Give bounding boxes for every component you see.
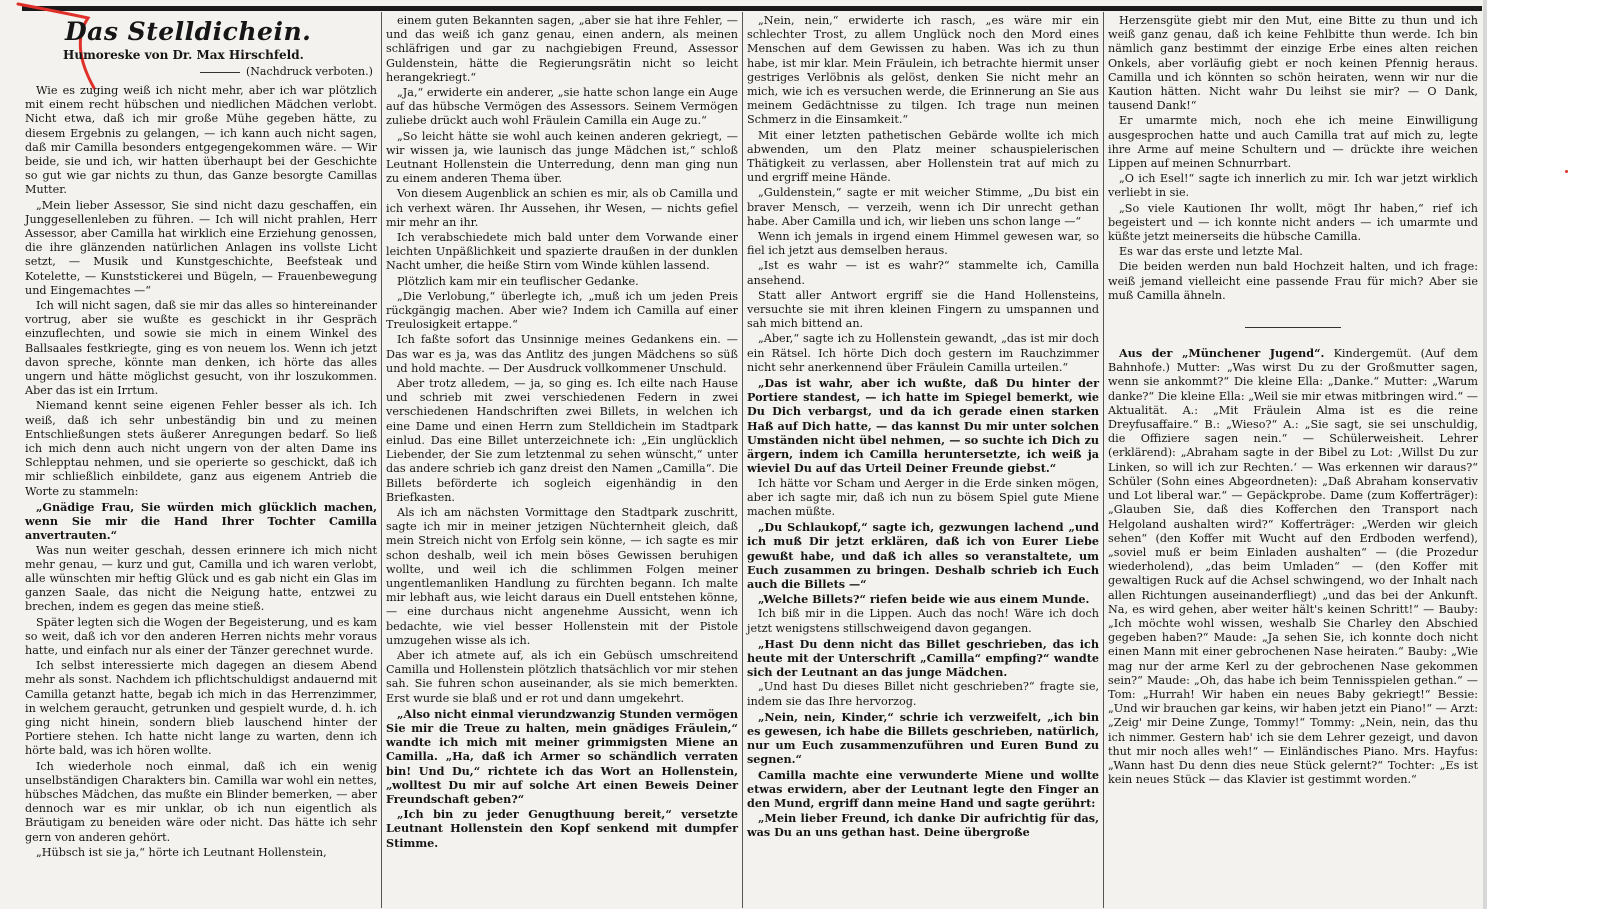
page-edge bbox=[1483, 0, 1487, 919]
paragraph: Ich verabschiedete mich bald unter dem Vorwande einer leichten Unpäßlichkeit und spazierte draußen in der dunklen Nacht umher, die heiße Stirn vom Winde kühlen lassend. bbox=[386, 231, 738, 273]
paragraph: „Guldenstein,“ sagte er mit weicher Stimme, „Du bist ein braver Mensch, — verzeih, wenn ich Dir unrecht gethan habe. Aber Camilla und ich, wir lieben uns schon lange —“ bbox=[747, 186, 1099, 228]
paragraph: „Hübsch ist sie ja,“ hörte ich Leutnant Hollenstein, bbox=[36, 845, 327, 859]
red-mark bbox=[1565, 170, 1568, 173]
paragraph: Ich hätte vor Scham und Aerger in die Erde sinken mögen, aber ich sagte mir, daß ich nun zu bösem Spiel gute Miene machen müßte. bbox=[747, 476, 1099, 518]
paragraph: „Also nicht einmal vierundzwanzig Stunden vermögen Sie mir die Treue zu halten, mein gnädiges Fräulein,“ wandte ich mich mit meiner grimmigsten Miene an Camilla. „Ha, daß ich Armer so schändlich verraten bin! Und Du,“ richtete ich das Wort an Hollenstein, „wolltest Du mir auf solche Art einen Beweis Deiner Freundschaft geben?“ bbox=[386, 706, 738, 806]
column-3 bbox=[744, 14, 1102, 908]
column-2 bbox=[383, 14, 741, 908]
paragraph: „Nein, nein,“ erwiderte ich rasch, „es wäre mir ein schlechter Trost, zu allem Unglück noch den Mord eines Menschen auf dem Gewissen zu haben. Was ich zu thun habe, ist mir klar. Mein Fräulein, ich betrachte hiermit unser gestriges Verlöbnis als gelöst, denken Sie nicht mehr an mich, wie ich es versuchen werde, die Erinnerung an Sie aus meinem Gedächtnisse zu tilgen. Ich trage nun meinen Schmerz in die Einsamkeit.“ bbox=[747, 14, 1099, 127]
paragraph: „So viele Kautionen Ihr wollt, mögt Ihr haben,“ rief ich begeistert und — ich konnte nicht anders — ich umarmte und küßte jetzt meinerseits die hübsche Camilla. bbox=[1108, 201, 1478, 244]
paragraph: „Ich bin zu jeder Genugthuung bereit,“ versetzte Leutnant Hollenstein den Kopf senkend mit dumpfer Stimme. bbox=[386, 807, 738, 850]
paragraph: „Ja,“ erwiderte ein anderer, „sie hatte schon lange ein Auge auf das hübsche Vermögen des Assessors. Seinem Vermögen zuliebe drückt auch wohl Fräulein Camilla ein Auge zu.“ bbox=[386, 86, 738, 128]
paragraph: Ich selbst interessierte mich dagegen an diesem Abend mehr als sonst. Nachdem ich pflichtschuldigst andauernd mit Camilla getanzt hatte, begab ich mich in das Herrenzimmer, in welchem geraucht, getrunken und gespielt wurde, d. h. ich ging nicht hinein, sondern blieb lauschend hinter der Portiere stehen. Ich hatte nicht lange zu warten, denn ich hörte bald, was ich hören wollte. bbox=[25, 659, 377, 758]
paragraph: „So leicht hätte sie wohl auch keinen anderen gekriegt, — wir wissen ja, wie launisch das junge Mädchen ist,“ schloß Leutnant Hollenstein die Unterredung, denn man ging nun zu einem anderen Thema über. bbox=[386, 129, 738, 186]
paragraph: „Nein, nein, Kinder,“ schrie ich verzweifelt, „ich bin es gewesen, ich habe die Billets geschrieben, natürlich, nur um Euch zusammenzuführen und Euren Bund zu segnen.“ bbox=[747, 709, 1099, 767]
paragraph: „Und hast Du dieses Billet nicht geschrieben?“ fragte sie, indem sie das Ihre hervorzog. bbox=[747, 680, 1099, 708]
top-rule bbox=[22, 6, 1482, 11]
paragraph: Wenn ich jemals in irgend einem Himmel gewesen war, so fiel ich jetzt aus demselben heraus. bbox=[747, 230, 1099, 258]
column-divider bbox=[381, 12, 382, 908]
paragraph: Später legten sich die Wogen der Begeisterung, und es kam so weit, daß ich vor den anderen Herren nichts mehr voraus hatte, und einfach nur als einer der Tänzer gerechnet wurde. bbox=[25, 615, 377, 657]
paragraph: Als ich am nächsten Vormittage den Stadtpark zuschritt, sagte ich mir in meiner jetzigen Nüchternheit gleich, daß mein Streich nicht von Erfolg sein könne, — ich sagte es mir schon deshalb, weil ich mein böses Gewissen beruhigen wollte, und weil ich die schlimmen Folgen meiner ungentlemanliken Handlung zu fürchten begann. Ich malte mir lebhaft aus, wie leicht daraus ein Duell entstehen könne, — eine durchaus nicht angenehme Aussicht, wenn ich bedachte, wie viel besser Hollenstein mit der Pistole umzugehen wisse als ich. bbox=[386, 505, 738, 647]
paragraph: „Hast Du denn nicht das Billet geschrieben, das ich heute mit der Unterschrift „Camilla“ empfing?“ wandte sich der Leutnant an das junge Mädchen. bbox=[747, 636, 1099, 680]
column-4 bbox=[1105, 14, 1481, 908]
paragraph: „Das ist wahr, aber ich wußte, daß Du hinter der Portiere standest, — ich hatte im Spiegel bemerkt, wie Du Dich verbargst, und da ich gerade einen starken Haß auf Dich hatte, — das kannst Du mir unter solchen Umständen nicht übel nehmen, — so suchte ich Dich zu ärgern, indem ich Camilla heruntersetzte, ich weiß ja wieviel Du auf das Urteil Deiner Freunde giebst.“ bbox=[747, 376, 1099, 476]
paragraph: Niemand kennt seine eigenen Fehler besser als ich. Ich weiß, daß ich sehr unbeständig bin und zu meinen Entschließungen stets äußerer Anregungen bedarf. So ließ ich mich denn auch nicht ungern von der alten Dame ins Schlepptau nehmen, und sie operierte so geschickt, daß ich mir schließlich einbildete, ganz aus eigenem Antrieb die Worte zu stammeln: bbox=[25, 399, 377, 498]
paragraph: „Gnädige Frau, Sie würden mich glücklich machen, wenn Sie mir die Hand Ihrer Tochter Camilla anvertrauten.“ bbox=[25, 499, 377, 543]
column-divider bbox=[1103, 12, 1104, 908]
paragraph: Es war das erste und letzte Mal. bbox=[1119, 245, 1303, 259]
paragraph: „Aber,“ sagte ich zu Hollenstein gewandt, „das ist mir doch ein Rätsel. Ich hörte Dich doch gestern im Rauchzimmer nicht sehr anerkennend über Fräulein Camilla urteilen.“ bbox=[747, 332, 1099, 374]
paragraph: einem guten Bekannten sagen, „aber sie hat ihre Fehler, — und das weiß ich ganz genau, einen andern, als meinen schläfrigen und gar zu nachgiebigen Freund, Assessor Guldenstein, hätte die Regierungsrätin nicht so leicht herangekriegt.“ bbox=[386, 14, 738, 84]
article-byline: Humoreske von Dr. Max Hirschfeld. bbox=[63, 48, 304, 62]
paragraph: „Du Schlaukopf,“ sagte ich, gezwungen lachend „und ich muß Dir jetzt erklären, daß ich von Eurer Liebe gewußt habe, und daß ich alles so veranstaltete, um Euch zusammen zu bringen. Deshalb schrieb ich Euch auch die Billets —“ bbox=[747, 520, 1099, 591]
paragraph: Aber trotz alledem, — ja, so ging es. Ich eilte nach Hause und schrieb mit zwei verschiedenen Federn in zwei verschiedenen Handschriften zwei Billets, in welchen ich eine Dame und einen Herrn zum Stelldichein im Stadtpark einlud. Das eine Billet unterzeichnete ich: „Ein unglücklich Liebender, der Sie zum letztenmal zu sehen wünscht,“ unter das andere schrieb ich ganz dreist den Namen „Camilla“. Die Billets beförderte ich sogleich eigenhändig in den Briefkasten. bbox=[386, 377, 738, 504]
paragraph: „Welche Billets?“ riefen beide wie aus einem Munde. bbox=[758, 592, 1090, 607]
article-title: Das Stelldichein. bbox=[65, 17, 312, 46]
paragraph: Mit einer letzten pathetischen Gebärde wollte ich mich abwenden, um den Platz meiner schauspielerischen Thätigkeit zu verlassen, aber Hollenstein trat auf mich zu und ergriff meine Hände. bbox=[747, 128, 1099, 185]
paragraph: Plötzlich kam mir ein teuflischer Gedanke. bbox=[397, 274, 639, 288]
paragraph: „Mein lieber Freund, ich danke Dir aufrichtig für das, was Du an uns gethan hast. Deine übergroße bbox=[747, 811, 1099, 840]
paragraph: „Die Verlobung,“ überlegte ich, „muß ich um jeden Preis rückgängig machen. Aber wie? Indem ich Camilla auf einer Treulosigkeit ertappe.“ bbox=[386, 289, 738, 332]
paragraph: Statt aller Antwort ergriff sie die Hand Hollensteins, versuchte sie mit ihren kleinen Fingern zu umspannen und sah mich bittend an. bbox=[747, 288, 1099, 331]
reprint-notice-text: (Nachdruck verboten.) bbox=[246, 65, 373, 78]
paragraph: Ich will nicht sagen, daß sie mir das alles so hintereinander vortrug, aber sie wußte es geschickt in ihr Gespräch einzuflechten, und sowie sie mich in einem Winkel des Ballsaales festkriegte, ging es von neuem los. Wenn ich jetzt davon spreche, könnte man denken, ich hörte das alles ungern und hätte möglichst gesucht, von ihr loszukommen. Aber das ist ein Irrtum. bbox=[25, 299, 377, 398]
paragraph: Herzensgüte giebt mir den Mut, eine Bitte zu thun und ich weiß ganz genau, daß ich keine Fehlbitte thun werde. Ich bin nämlich ganz bestimmt der einzige Erbe eines alten reichen Onkels, aber vorläufig giebt er noch keinen Pfennig heraus. Camilla und ich könnten so schön heiraten, wenn wir nur die Kaution hätten. Nicht wahr Du leihst sie mir? — O Dank, tausend Dank!“ bbox=[1108, 14, 1478, 113]
jugend-section bbox=[1108, 346, 1478, 787]
paragraph: Ich biß mir in die Lippen. Auch das noch! Wäre ich doch jetzt wenigstens stillschweigend davon gegangen. bbox=[747, 607, 1099, 635]
paragraph: Die beiden werden nun bald Hochzeit halten, und ich frage: weiß jemand vielleicht eine passende Frau für mich? Aber sie muß Camilla ähneln. bbox=[1108, 260, 1478, 302]
reprint-notice bbox=[200, 65, 377, 78]
paragraph: „O ich Esel!“ sagte ich innerlich zu mir. Ich war jetzt wirklich verliebt in sie. bbox=[1108, 172, 1478, 200]
paragraph: Was nun weiter geschah, dessen erinnere ich mich nicht mehr genau, — kurz und gut, Camilla und ich waren verlobt, alle wünschten mir heftig Glück und es gab nicht ein Glas im ganzen Saale, das nicht die Neigung hatte, entzwei zu brechen, indem es gegen das meine stieß. bbox=[25, 543, 377, 614]
jugend-text: Kindergemüt. (Auf dem Bahnhofe.) Mutter: „Was wirst Du zu der Großmutter sagen, wenn sie ankommt?“ Die kleine Ella: „Danke.“ Mutter: „Warum danke?“ Die kleine Ella: „Weil sie mir etwas mitbringen wird.“ — Aktualität. A.: „Mit Fräulein Alma ist es die reine Dreyfusaffaire.“ B.: „Wieso?“ A.: „Sie sagt, sie sei unschuldig, die Offiziere sagen nein.“ — Schülerweisheit. Lehrer (erklärend): „Abraham sagte in der Bibel zu Lot: ‚Willst Du zur Linken, so will ich zur Rechten.‘ — Was erkennen wir daraus?“ Schüler (Sohn eines Abgeordneten): „Daß Abraham konservativ und Lot liberal war.“ — Gepäckprobe. Dame (zum Kofferträger): „Glauben Sie, daß dies Kofferchen den Transport nach Helgoland aushalten wird?“ Kofferträger: „Werden wir gleich sehen“ (den Koffer mit Wucht auf den Erdboden werfend), „soviel muß er beim Einladen aushalten“ — (die Prozedur wiederholend), „das beim Umladen“ — (den Koffer mit gewaltigen Ruck auf die Achsel schwingend, wo der Inhalt nach allen Richtungen auseinanderfliegt) „und das bei der Ankunft. Na, es wird gehen, aber weiter hält's keinen Schritt!“ — Bauby: „Ich möchte wohl wissen, weshalb Sie Charley den Abschied gegeben haben?“ Maude: „Ja sehen Sie, ich konnte doch nicht einen Mann mit einer gebrochenen Nase heiraten.“ Bauby: „Wie mag nur der arme Kerl zu der gebrochenen Nase gekommen sein?“ Maude: „Oh, das habe ich beim Tennisspielen gethan.“ — Tom: „Hurrah! Wir haben ein neues Baby gekriegt!“ Bessie: „Und wir brauchen gar keins, wir haben jetzt ein Piano!“ — Arzt: „Zeig' mir Deine Zunge, Tommy!“ Tommy: „Nein, nein, das thu ich nimmer. Gestern hab' ich sie dem Lehrer gezeigt, und davon thut mir noch alles weh!“ — Einländisches Piano. Mrs. Hayfus: „Wann hast Du denn dies neue Stück gelernt?“ Tochter: „Es ist kein neues Stück — das Klavier ist gestimmt worden.“ bbox=[1108, 347, 1479, 787]
paragraph: Camilla machte eine verwunderte Miene und wollte etwas erwidern, aber der Leutnant legte den Finger an den Mund, ergriff dann meine Hand und sagte gerührt: bbox=[747, 767, 1099, 810]
paragraph: Ich faßte sofort das Unsinnige meines Gedankens ein. — Das war es ja, was das Antlitz des jungen Mädchens so süß und hold machte. — Der Ausdruck vollkommener Unschuld. bbox=[386, 333, 738, 375]
paragraph: Von diesem Augenblick an schien es mir, als ob Camilla und ich verhext wären. Ihr Aussehen, ihr Wesen, — nichts gefiel mir mehr an ihr. bbox=[386, 187, 738, 229]
paragraph: Er umarmte mich, noch ehe ich meine Einwilligung ausgesprochen hatte und auch Camilla trat auf mich zu, legte ihre Arme auf meine Schultern und — drückte ihre weichen Lippen auf meinen Schnurrbart. bbox=[1108, 114, 1478, 171]
paragraph: Ich wiederhole noch einmal, daß ich ein wenig unselbständigen Charakters bin. Camilla war wohl ein nettes, hübsches Mädchen, das mußte ein Blinder bemerken, — aber dennoch war es mir unklar, ob ich nun eigentlich als Bräutigam zu beneiden wäre oder nicht. Das hätte ich sehr gern von anderen gehört. bbox=[25, 759, 377, 844]
paragraph: Aber ich atmete auf, als ich ein Gebüsch umschreitend Camilla und Hollenstein plötzlich thatsächlich vor mir stehen sah. Sie fuhren schon auseinander, als sie mich bemerkten. Erst wurde sie blaß und er rot und dann umgekehrt. bbox=[386, 648, 738, 705]
paragraph: „Ist es wahr — ist es wahr?“ stammelte ich, Camilla ansehend. bbox=[747, 259, 1099, 287]
section-separator bbox=[1245, 327, 1341, 328]
column-1 bbox=[22, 14, 380, 908]
jugend-heading: Aus der „Münchener Jugend“. bbox=[1119, 346, 1325, 361]
bottom-margin bbox=[0, 909, 1487, 919]
paragraph: Wie es zuging weiß ich nicht mehr, aber ich war plötzlich mit einem recht hübschen und niedlichen Mädchen verlobt. Nicht etwa, daß ich mir große Mühe gegeben hätte, zu diesem Ergebnis zu gelangen, — ich kann auch nicht sagen, daß mir Camilla besonders entgegengekommen wäre. — Wir beide, sie und ich, wir hatten überhaupt bei der Geschichte so gut wie gar nichts zu thun, das Ganze besorgte Camillas Mutter. bbox=[25, 84, 377, 197]
paragraph: „Mein lieber Assessor, Sie sind nicht dazu geschaffen, ein Junggesellenleben zu führen. — Ich will nicht prahlen, Herr Assessor, aber Camilla hat wirklich eine Erziehung genossen, die ihre glänzenden natürlichen Anlagen ins vollste Licht setzt, — Musik und Kunstgeschichte, Beefsteak und Kotelette, — Kunststickerei und Bügeln, — Frauenbewegung und Eingemachtes —“ bbox=[25, 198, 377, 297]
column-divider bbox=[742, 12, 743, 908]
